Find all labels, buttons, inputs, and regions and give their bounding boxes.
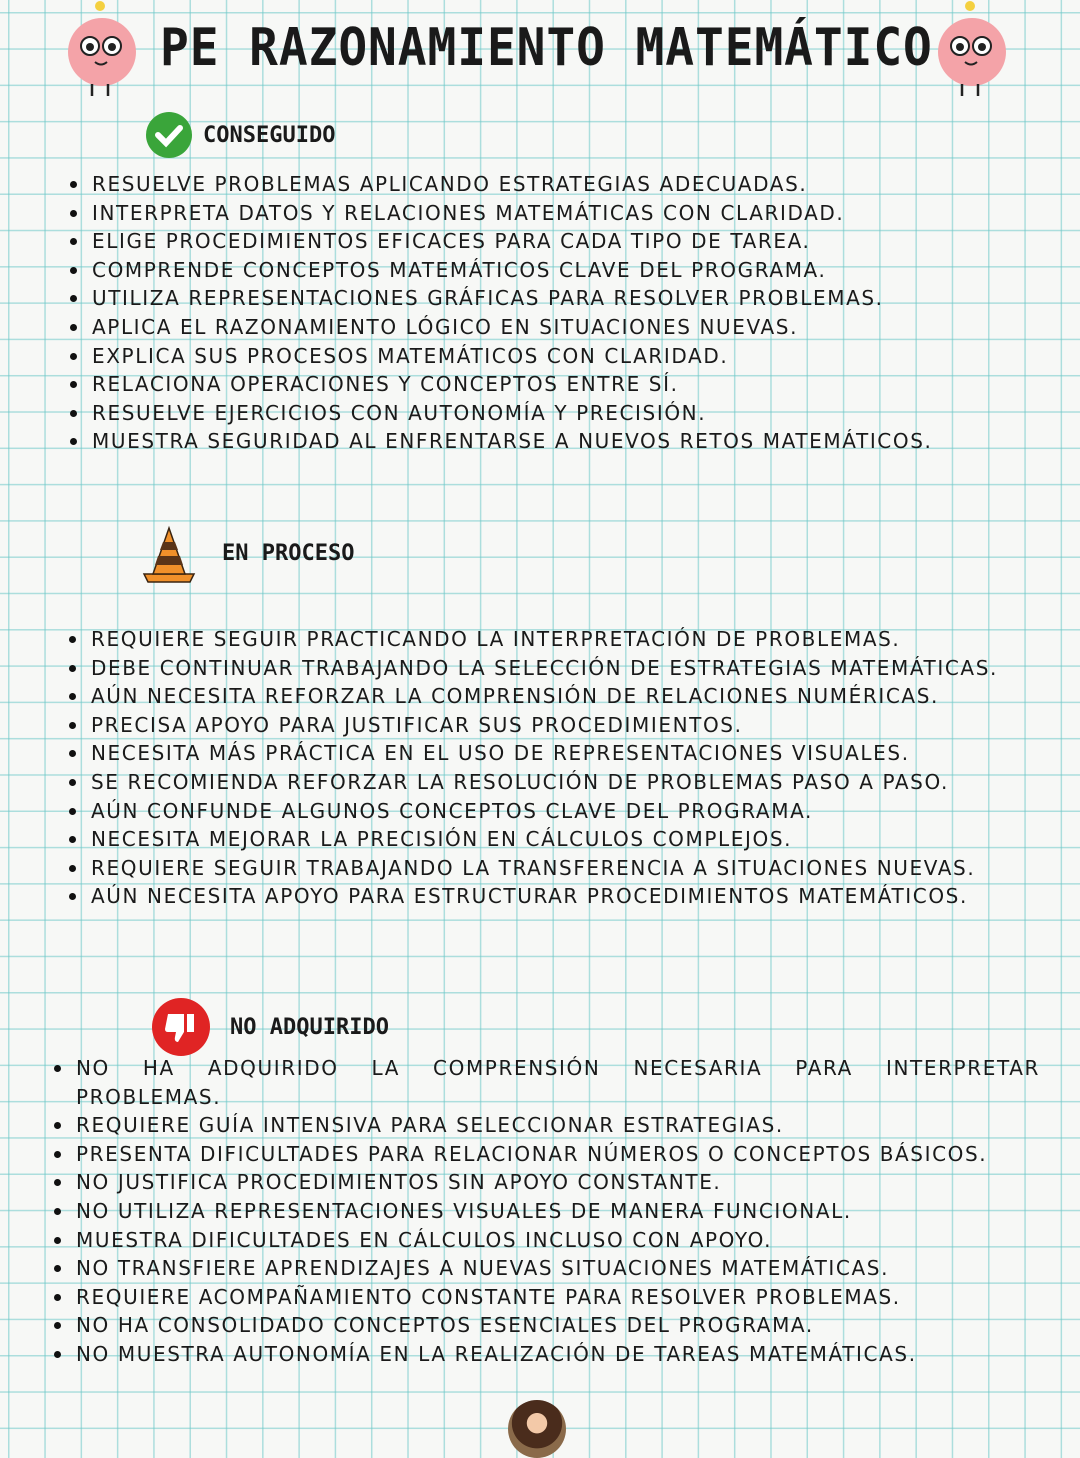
section-heading-text: CONSEGUIDO xyxy=(203,122,336,148)
check-circle-icon xyxy=(145,111,193,159)
conseguido-list xyxy=(92,170,932,456)
list-item: SE RECOMIENDA REFORZAR LA RESOLUCIÓN DE PROBLEMAS PASO A PASO. xyxy=(91,768,998,797)
list-item: NO JUSTIFICA PROCEDIMIENTOS SIN APOYO CONSTANTE. xyxy=(76,1168,1040,1197)
section-heading-en-proceso xyxy=(140,522,354,584)
list-item: AÚN NECESITA REFORZAR LA COMPRENSIÓN DE RELACIONES NUMÉRICAS. xyxy=(91,682,998,711)
list-item: NO MUESTRA AUTONOMÍA EN LA REALIZACIÓN DE TAREAS MATEMÁTICAS. xyxy=(76,1340,1040,1369)
page-title: PE RAZONAMIENTO MATEMÁTICO xyxy=(160,18,933,78)
brain-mascot-icon xyxy=(920,0,1030,100)
list-item: AÚN CONFUNDE ALGUNOS CONCEPTOS CLAVE DEL PROGRAMA. xyxy=(91,797,998,826)
list-item: NO UTILIZA REPRESENTACIONES VISUALES DE MANERA FUNCIONAL. xyxy=(76,1197,1040,1226)
list-item: NO HA ADQUIRIDO LA COMPRENSIÓN NECESARIA PARA INTERPRETAR xyxy=(76,1054,1040,1083)
list-item: UTILIZA REPRESENTACIONES GRÁFICAS PARA RESOLVER PROBLEMAS. xyxy=(92,284,932,313)
en-proceso-list xyxy=(91,625,998,911)
list-item: RESUELVE EJERCICIOS CON AUTONOMÍA Y PRECISIÓN. xyxy=(92,399,932,428)
list-item: RESUELVE PROBLEMAS APLICANDO ESTRATEGIAS ADECUADAS. xyxy=(92,170,932,199)
list-item: PRESENTA DIFICULTADES PARA RELACIONAR NÚMEROS O CONCEPTOS BÁSICOS. xyxy=(76,1140,1040,1169)
author-avatar xyxy=(508,1400,566,1458)
list-item: MUESTRA SEGURIDAD AL ENFRENTARSE A NUEVOS RETOS MATEMÁTICOS. xyxy=(92,427,932,456)
list-item: RELACIONA OPERACIONES Y CONCEPTOS ENTRE SÍ. xyxy=(92,370,932,399)
section-heading-text: EN PROCESO xyxy=(222,540,355,566)
list-item: AÚN NECESITA APOYO PARA ESTRUCTURAR PROCEDIMIENTOS MATEMÁTICOS. xyxy=(91,882,998,911)
list-item: ELIGE PROCEDIMIENTOS EFICACES PARA CADA TIPO DE TAREA. xyxy=(92,227,932,256)
list-item: NO TRANSFIERE APRENDIZAJES A NUEVAS SITUACIONES MATEMÁTICAS. xyxy=(76,1254,1040,1283)
list-item: REQUIERE GUÍA INTENSIVA PARA SELECCIONAR ESTRATEGIAS. xyxy=(76,1111,1040,1140)
list-item: APLICA EL RAZONAMIENTO LÓGICO EN SITUACIONES NUEVAS. xyxy=(92,313,932,342)
section-heading-no-adquirido xyxy=(152,998,389,1056)
list-item: PROBLEMAS. xyxy=(76,1084,222,1109)
list-item: INTERPRETA DATOS Y RELACIONES MATEMÁTICAS CON CLARIDAD. xyxy=(92,199,932,228)
list-item: EXPLICA SUS PROCESOS MATEMÁTICOS CON CLARIDAD. xyxy=(92,342,932,371)
thumbs-down-icon xyxy=(152,998,210,1056)
list-item: NECESITA MEJORAR LA PRECISIÓN EN CÁLCULOS COMPLEJOS. xyxy=(91,825,998,854)
list-item: DEBE CONTINUAR TRABAJANDO LA SELECCIÓN DE ESTRATEGIAS MATEMÁTICAS. xyxy=(91,654,998,683)
list-item: COMPRENDE CONCEPTOS MATEMÁTICOS CLAVE DEL PROGRAMA. xyxy=(92,256,932,285)
no-adquirido-list xyxy=(76,1054,1040,1369)
brain-mascot-icon xyxy=(50,0,160,100)
list-item: PRECISA APOYO PARA JUSTIFICAR SUS PROCEDIMIENTOS. xyxy=(91,711,998,740)
list-item: REQUIERE SEGUIR TRABAJANDO LA TRANSFERENCIA A SITUACIONES NUEVAS. xyxy=(91,854,998,883)
list-item: MUESTRA DIFICULTADES EN CÁLCULOS INCLUSO CON APOYO. xyxy=(76,1226,1040,1255)
list-item: REQUIERE SEGUIR PRACTICANDO LA INTERPRETACIÓN DE PROBLEMAS. xyxy=(91,625,998,654)
section-heading-conseguido xyxy=(145,111,335,159)
list-item: NO HA CONSOLIDADO CONCEPTOS ESENCIALES DEL PROGRAMA. xyxy=(76,1311,1040,1340)
traffic-cone-icon xyxy=(140,522,198,584)
section-heading-text: NO ADQUIRIDO xyxy=(230,1014,389,1040)
list-item: NECESITA MÁS PRÁCTICA EN EL USO DE REPRESENTACIONES VISUALES. xyxy=(91,739,998,768)
list-item: REQUIERE ACOMPAÑAMIENTO CONSTANTE PARA RESOLVER PROBLEMAS. xyxy=(76,1283,1040,1312)
